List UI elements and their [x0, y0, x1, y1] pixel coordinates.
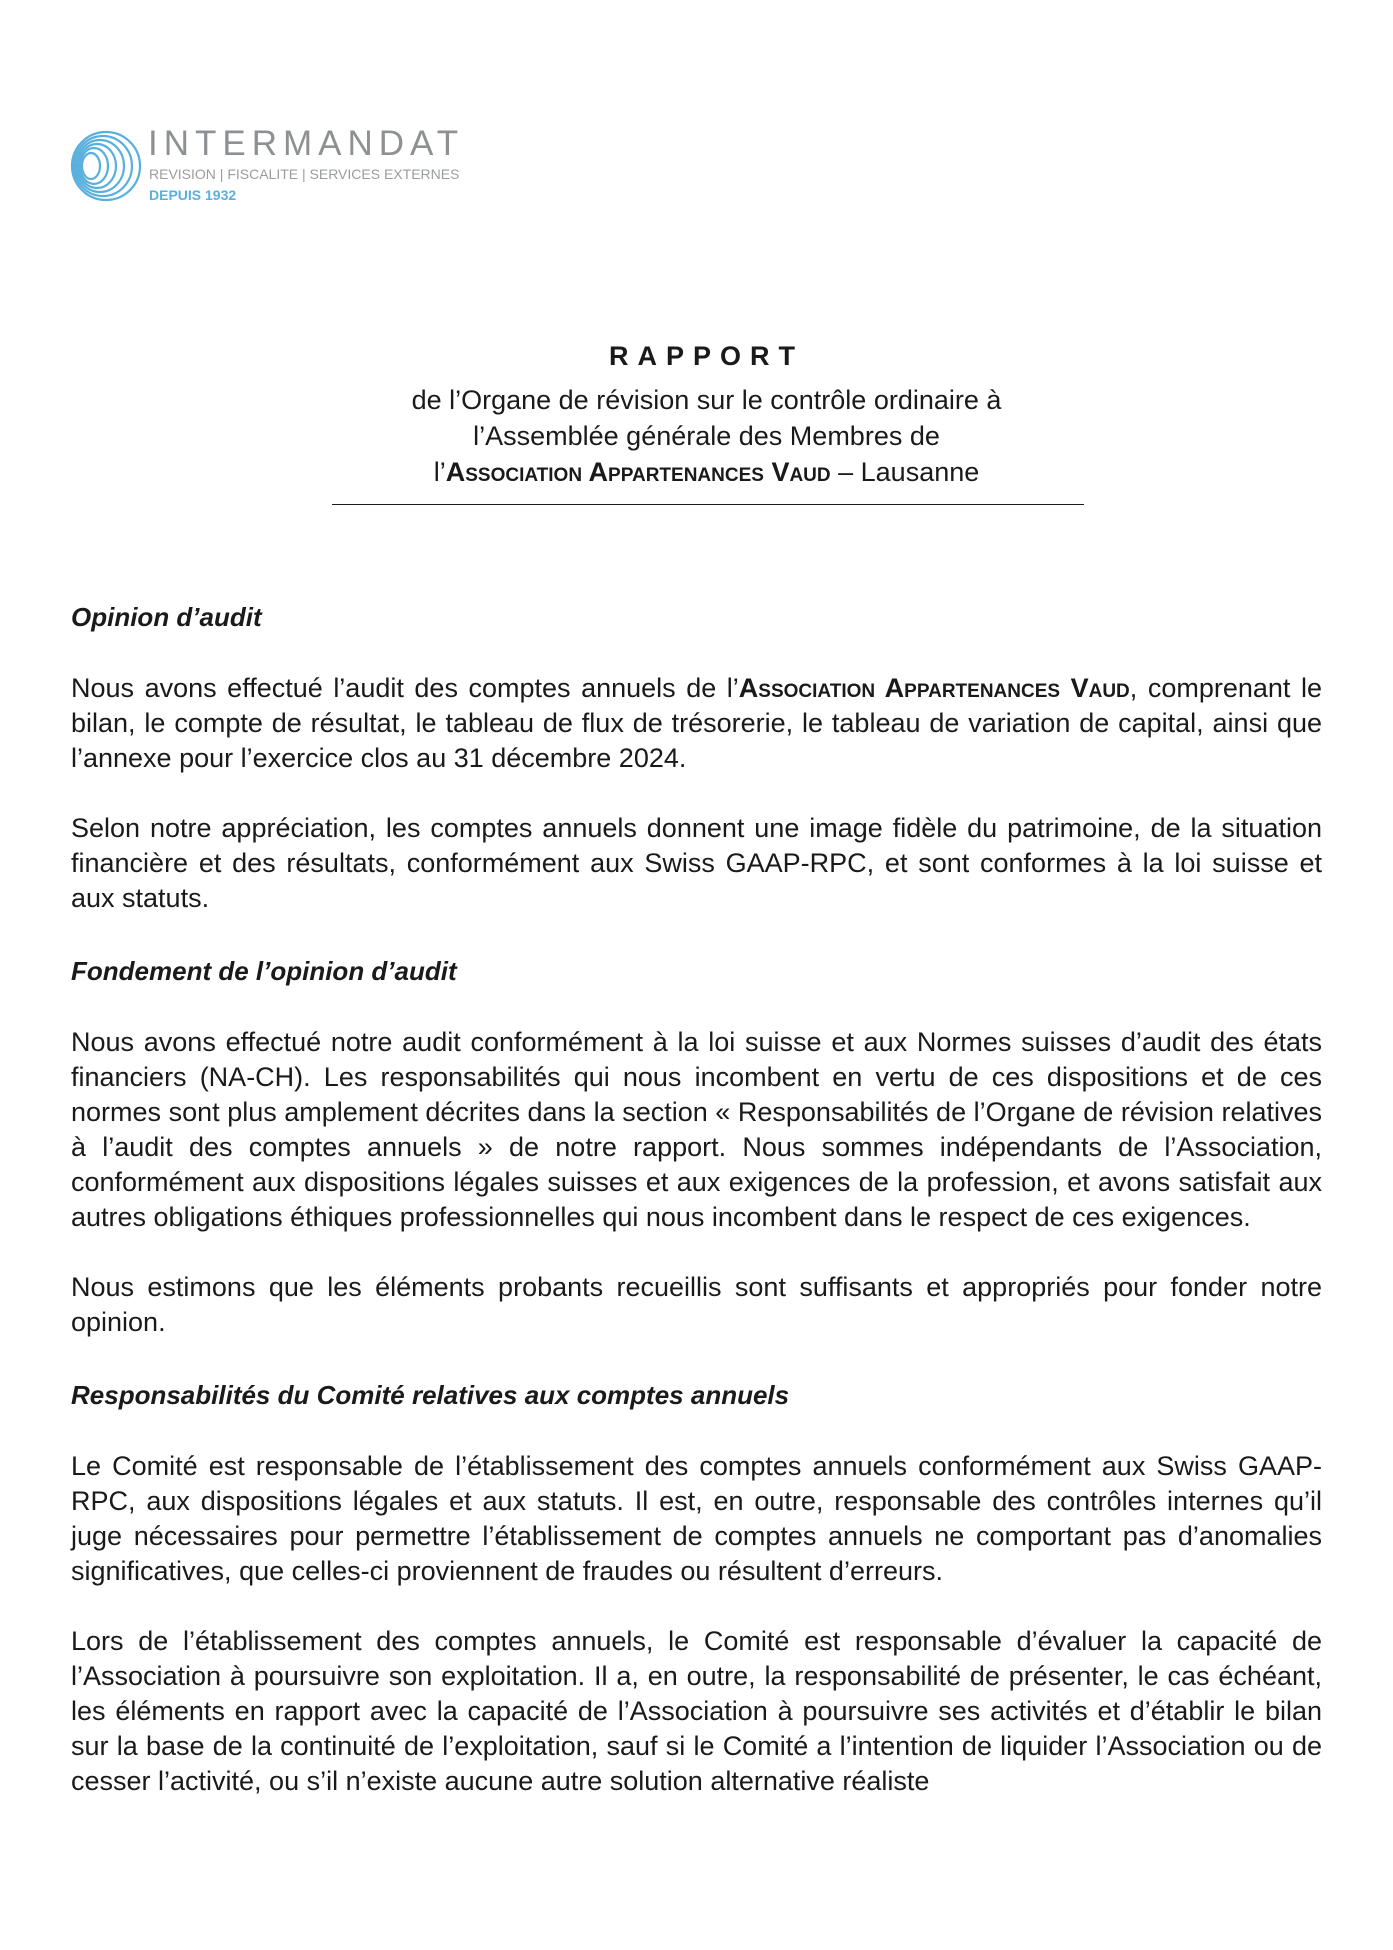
- report-subtitle-line-3: [0, 454, 1393, 490]
- paragraph-committee-1: Le Comité est responsable de l’établissement des comptes annuels conformément aux Swiss GAAP-RPC, aux dispositions légales et aux statuts. Il est, en outre, responsable des contrôles internes qu’il juge nécessaires pour permettre l’établissement de comptes annuels ne comportant pas d’anomalies significatives, que celles-ci proviennent de fraudes ou résultent d’erreurs.: [71, 1451, 1322, 1586]
- section-heading-opinion: Opinion d’audit: [71, 602, 262, 632]
- report-body: [71, 602, 1322, 1799]
- report-subtitle-line-1: de l’Organe de révision sur le contrôle ordinaire à: [411, 385, 1002, 415]
- logo-company-name: INTERMANDAT: [148, 124, 465, 163]
- paragraph-basis-2: Nous estimons que les éléments probants recueillis sont suffisants et appropriés pour fonder notre opinion.: [71, 1272, 1322, 1337]
- paragraph-text: Nous avons effectué l’audit des comptes annuels de l’: [71, 673, 739, 703]
- paragraph-basis-1: Nous avons effectué notre audit conformément à la loi suisse et aux Normes suisses d’audit des états financiers (NA-CH). Les responsabilités qui nous incombent en vertu de ces dispositions et de ces normes sont plus amplement décrites dans la section « Responsabilités de l’Organe de révision relatives à l’audit des comptes annuels » de notre rapport. Nous sommes indépendants de l’Association, conformément aux dispositions légales suisses et aux exigences de la profession, et avons satisfait aux autres obligations éthiques professionnelles qui nous incombent dans le respect de ces exigences.: [71, 1027, 1322, 1232]
- report-title-block: [0, 341, 1393, 505]
- paragraph-opinion-1: [71, 671, 1322, 776]
- logo-tagline: REVISION | FISCALITE | SERVICES EXTERNES: [149, 166, 460, 182]
- company-logo: [68, 126, 488, 206]
- section-heading-basis: Fondement de l’opinion d’audit: [71, 956, 457, 986]
- paragraph-text: , comprenant le bilan, le compte de résultat, le tableau de flux de trésorerie, le tableau de variation de capital, ainsi que l’annexe pour l’exercice clos au 31 décembre 2024.: [71, 673, 1322, 773]
- logo-since: DEPUIS 1932: [149, 187, 237, 203]
- title-divider: [332, 504, 1084, 505]
- paragraph-committee-2: Lors de l’établissement des comptes annuels, le Comité est responsable d’évaluer la capacité de l’Association à poursuivre son exploitation. Il a, en outre, la responsabilité de présenter, le cas échéant, les éléments en rapport avec la capacité de l’Association à poursuivre ses activités et d’établir le bilan sur la base de la continuité de l’exploitation, sauf si le Comité a l’intention de liquider l’Association ou de cesser l’activité, ou s’il n’existe aucune autre solution alternative réaliste: [71, 1626, 1322, 1796]
- report-title: RAPPORT: [608, 341, 804, 371]
- association-name: Association Appartenances Vaud: [738, 673, 1130, 703]
- intermandat-swirl-icon: [68, 128, 144, 204]
- subtitle-location: – Lausanne: [830, 457, 980, 487]
- report-subtitle-line-2: l’Assemblée générale des Membres de: [473, 421, 940, 451]
- section-heading-committee: Responsabilités du Comité relatives aux comptes annuels: [71, 1380, 790, 1410]
- association-name: Association Appartenances Vaud: [445, 457, 831, 487]
- subtitle-prefix: l’: [433, 457, 446, 487]
- paragraph-opinion-2: Selon notre appréciation, les comptes annuels donnent une image fidèle du patrimoine, de la situation financière et des résultats, conformément aux Swiss GAAP-RPC, et sont conformes à la loi suisse et aux statuts.: [71, 813, 1322, 913]
